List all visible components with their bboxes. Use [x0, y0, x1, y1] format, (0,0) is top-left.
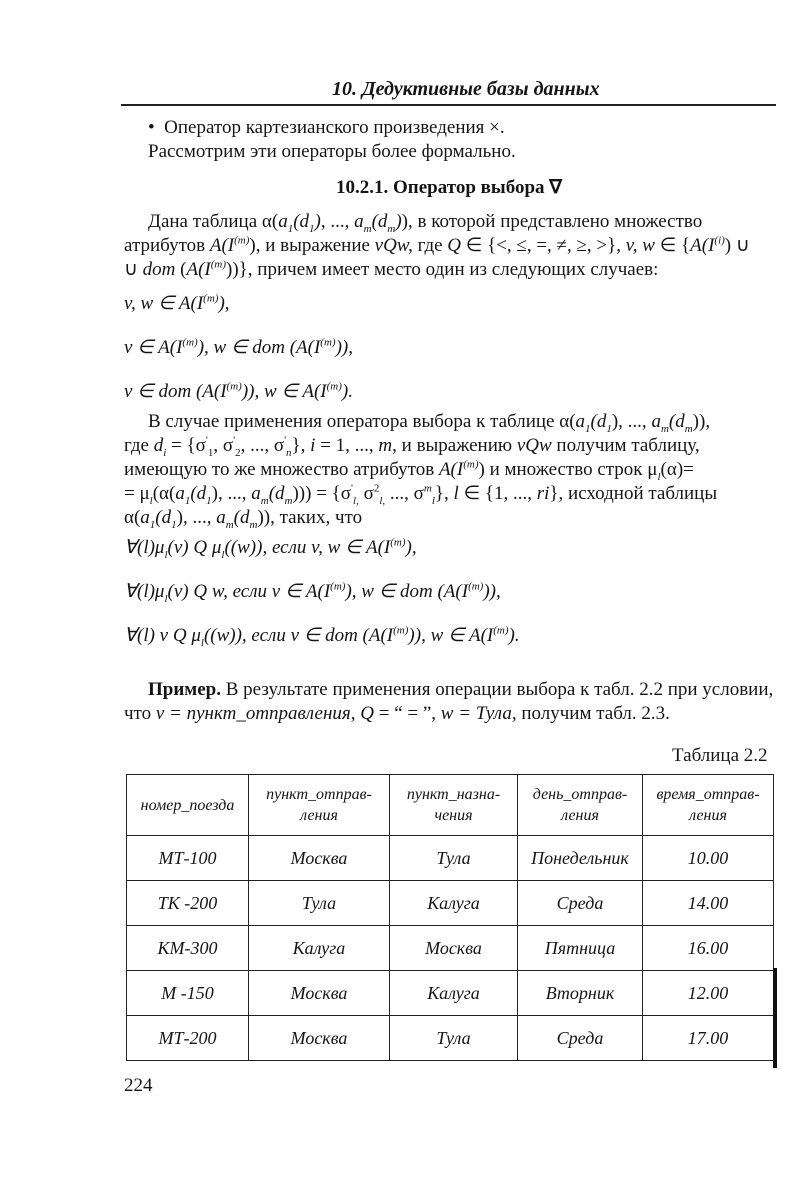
case-2: v ∈ $A(I^{(m)})$, w ∈ dom $(A(I^{(m)}))$,: [124, 336, 353, 358]
cell-time: 12.00: [643, 971, 774, 1016]
p1-a1: $a_1(d_1)$: [278, 211, 321, 235]
header-cell: день_отправ- ления: [518, 775, 643, 836]
case-3: v ∈ dom $(A(I^{(m)}))$, w ∈ $A(I^{(m)})$.: [124, 380, 353, 402]
p1-q: Q: [447, 235, 462, 256]
p1-text: атрибутов: [124, 235, 210, 256]
cell-day: Среда: [518, 881, 643, 926]
cell-train: КМ-300: [127, 926, 249, 971]
p2-line-1: В случае применения оператора выбора к таблице $\alpha(a_1(d_1)$, ..., $a_m(d_m)$),: [148, 411, 711, 435]
table-row: [127, 836, 774, 881]
cell-day: Понедельник: [518, 836, 643, 881]
cell-day: Среда: [518, 1016, 643, 1061]
p1-text: , ...,: [320, 211, 355, 232]
bullet-text: Оператор картезианского произведения ×.: [164, 117, 505, 138]
cell-from: Москва: [249, 836, 390, 881]
page-number: 224: [124, 1075, 153, 1096]
cell-to: Калуга: [390, 971, 518, 1016]
table-row: [127, 1016, 774, 1061]
cell-from: Москва: [249, 971, 390, 1016]
formula-2: $\forall(l)\mu_l(v)$ Q w, если v ∈ $A(I^{(m)})$, w ∈ dom $(A(I^{(m)}))$,: [124, 580, 501, 605]
table-header-row: [127, 775, 774, 836]
p1-text: ), и выражение: [249, 235, 375, 256]
p1-vw: v, w: [625, 235, 655, 256]
cell-train: МТ-100: [127, 836, 249, 881]
bullet-mark: •: [148, 117, 155, 138]
cell-day: Вторник: [518, 971, 643, 1016]
header-cell: пункт_назна- чения: [390, 775, 518, 836]
cell-to: Москва: [390, 926, 518, 971]
cell-from: Тула: [249, 881, 390, 926]
running-header: 10. Дедуктивные базы данных: [332, 78, 600, 100]
intro-text: Рассмотрим эти операторы более формально.: [148, 141, 516, 162]
cell-from: Москва: [249, 1016, 390, 1061]
table-row: [127, 926, 774, 971]
table-caption: Таблица 2.2: [672, 745, 768, 766]
scan-edge-mark: [773, 968, 777, 1068]
header-cell: пункт_отправ- ления: [249, 775, 390, 836]
p2-line-4: = $\mu_l(\alpha(a_1(d_1)$, ..., $a_m(d_m))) = \{\sigma'_{l,}$ $\sigma^2_{l,}$ ..., $\sigma^m_l$}, l ∈ {1, ..., ri}, исходной таблицы: [124, 482, 718, 507]
cell-train: МТ-200: [127, 1016, 249, 1061]
cell-to: Тула: [390, 1016, 518, 1061]
p1-text: ), в которой представлено множество: [401, 211, 703, 232]
p1-am: $a_m(d_m)$: [354, 211, 402, 235]
bullet-line: [148, 116, 505, 140]
p2-line-5: $\alpha(a_1(d_1)$, ..., $a_m(d_m)$), таких, что: [124, 507, 363, 531]
cell-train: М -150: [127, 971, 249, 1016]
example-line-2: что v = пункт_отправления, Q = “ = ”, w = Тула, получим табл. 2.3.: [124, 703, 670, 724]
p2-line-2: где $d_i = \{\sigma'_1$, $\sigma'_2$, ..., $\sigma'_n$}, i = 1, ..., m, и выражению vQw получим таблицу,: [124, 434, 700, 459]
section-title: 10.2.1. Оператор выбора ∇: [336, 177, 563, 198]
example-line-1: Пример. В результате применения операции выбора к табл. 2.2 при условии,: [148, 679, 774, 700]
table-row: [127, 881, 774, 926]
formula-1: $\forall(l)\mu_l(v)$ Q $\mu_l((w))$, если v, w ∈ $A(I^{(m)})$,: [124, 536, 417, 561]
p1-text: Дана таблица α(: [148, 211, 279, 232]
trains-table: [126, 774, 774, 1061]
p1-text: ∪: [124, 259, 143, 280]
p1-dom: dom: [142, 259, 176, 280]
table-row: [127, 971, 774, 1016]
p1-expr: vQw,: [374, 235, 413, 256]
p1-text: ))}, причем имеет место один из следующих случаев:: [226, 259, 659, 280]
header-cell: номер_поезда: [127, 775, 249, 836]
cell-day: Пятница: [518, 926, 643, 971]
header-rule: [121, 104, 776, 106]
p1-ops: ∈ {<, ≤, =, ≠, ≥, >},: [461, 235, 626, 256]
case-1: v, w ∈ $A(I^{(m)})$,: [124, 292, 230, 314]
cell-time: 16.00: [643, 926, 774, 971]
p1-line-3: ∪ dom $(A(I^{(m)}))$}, причем имеет место один из следующих случаев:: [124, 258, 659, 280]
example-label: Пример.: [148, 679, 221, 700]
p1-text: ) ∪: [724, 235, 750, 256]
cell-to: Калуга: [390, 881, 518, 926]
cell-train: ТК -200: [127, 881, 249, 926]
p1-text: ∈ {: [654, 235, 691, 256]
p1-line-1: [148, 210, 776, 234]
cell-time: 17.00: [643, 1016, 774, 1061]
cell-time: 14.00: [643, 881, 774, 926]
cell-time: 10.00: [643, 836, 774, 881]
p2-line-3: имеющую то же множество атрибутов $A(I^{(m)})$ и множество строк $\mu_l(\alpha)=$: [124, 458, 694, 483]
header-cell: время_отправ- ления: [643, 775, 774, 836]
formula-3: ∀(l) v Q $\mu_l((w))$, если v ∈ dom $(A(I^{(m)}))$, w ∈ $A(I^{(m)})$.: [124, 624, 520, 649]
p1-line-2: атрибутов $A(I^{(m)})$, и выражение vQw, где Q ∈ {<, ≤, =, ≠, ≥, >}, v, w ∈ {$A(I^{(i)})$ ∪: [124, 234, 750, 256]
cell-to: Тула: [390, 836, 518, 881]
p1-text: где: [412, 235, 448, 256]
cell-from: Калуга: [249, 926, 390, 971]
